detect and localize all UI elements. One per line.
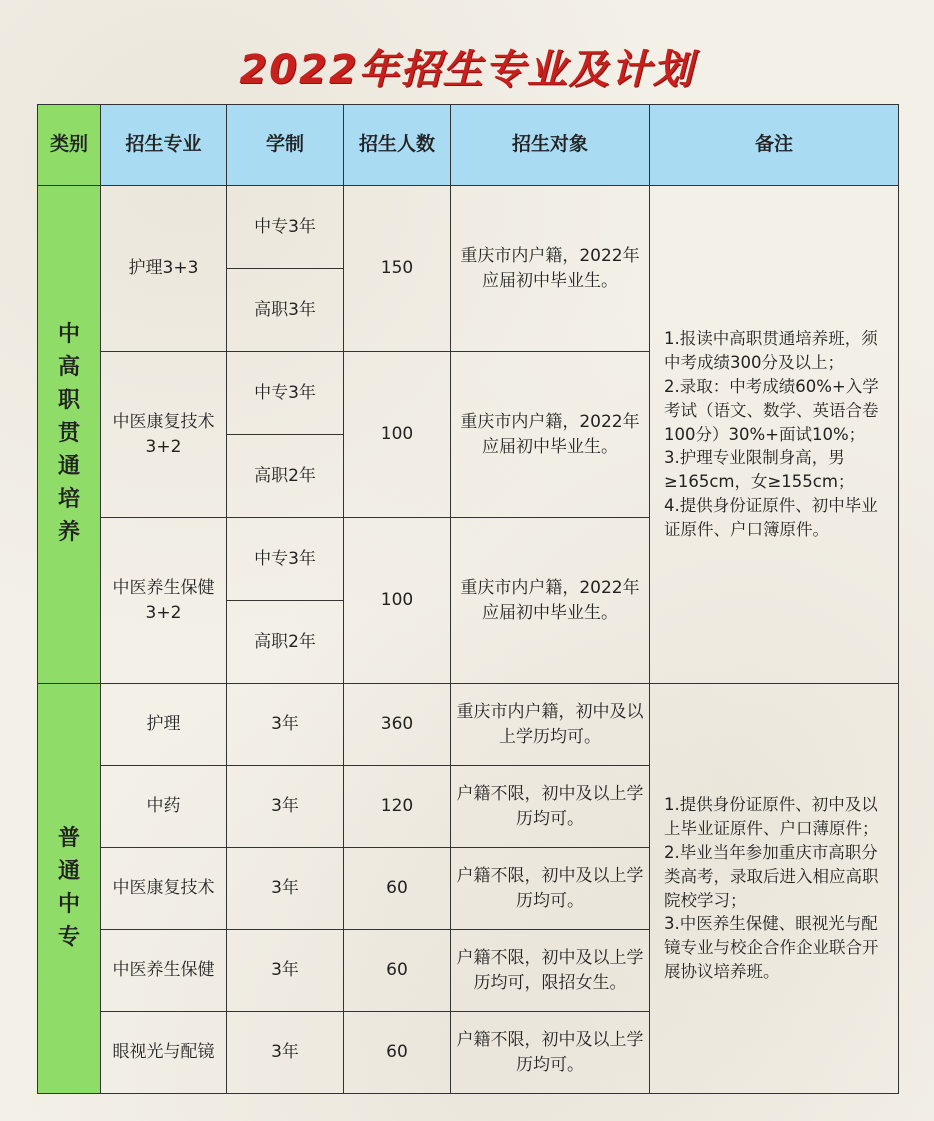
target-cell: 重庆市内户籍，2022年应届初中毕业生。 <box>451 186 650 352</box>
table-header-row <box>38 105 899 186</box>
duration-cell: 中专3年 <box>227 518 344 601</box>
header-notes: 备注 <box>650 105 899 186</box>
count-cell: 100 <box>344 352 451 518</box>
duration-cell: 3年 <box>227 766 344 848</box>
major-cell: 中医养生保健3+2 <box>101 518 227 684</box>
note-line: 2.录取：中考成绩60%+入学考试（语文、数学、英语合卷100分）30%+面试10%； <box>664 376 879 444</box>
notes-cell-regular <box>650 684 899 1094</box>
category-label: 普通中专 <box>57 825 80 950</box>
note-line: 4.提供身份证原件、初中毕业证原件、户口簿原件。 <box>664 496 878 540</box>
duration-cell: 中专3年 <box>227 352 344 435</box>
duration-cell: 高职2年 <box>227 601 344 684</box>
header-count: 招生人数 <box>344 105 451 186</box>
major-cell: 眼视光与配镜 <box>101 1012 227 1094</box>
enrollment-table <box>37 104 899 1094</box>
target-cell: 户籍不限，初中及以上学历均可。 <box>451 1012 650 1094</box>
note-line: 2.毕业当年参加重庆市高职分类高考，录取后进入相应高职院校学习； <box>664 842 879 910</box>
major-cell: 护理3+3 <box>101 186 227 352</box>
duration-cell: 3年 <box>227 848 344 930</box>
duration-cell: 高职3年 <box>227 269 344 352</box>
header-duration: 学制 <box>227 105 344 186</box>
count-cell: 120 <box>344 766 451 848</box>
major-cell: 中医养生保健 <box>101 930 227 1012</box>
duration-cell: 中专3年 <box>227 186 344 269</box>
count-cell: 60 <box>344 1012 451 1094</box>
count-cell: 150 <box>344 186 451 352</box>
header-target: 招生对象 <box>451 105 650 186</box>
duration-cell: 3年 <box>227 930 344 1012</box>
category-label: 中高职贯通培养 <box>57 322 80 546</box>
major-cell: 护理 <box>101 684 227 766</box>
count-cell: 60 <box>344 930 451 1012</box>
duration-cell: 高职2年 <box>227 435 344 518</box>
header-category: 类别 <box>38 105 101 186</box>
major-cell: 中医康复技术3+2 <box>101 352 227 518</box>
target-cell: 重庆市内户籍，2022年应届初中毕业生。 <box>451 518 650 684</box>
note-line: 1.提供身份证原件、初中及以上毕业证原件、户口薄原件； <box>664 794 879 838</box>
category-cell-integrated <box>38 186 101 684</box>
table-row <box>38 186 899 269</box>
table-row <box>38 684 899 766</box>
target-cell: 户籍不限，初中及以上学历均可。 <box>451 766 650 848</box>
count-cell: 60 <box>344 848 451 930</box>
duration-cell: 3年 <box>227 1012 344 1094</box>
notes-cell-integrated <box>650 186 899 684</box>
note-line: 1.报读中高职贯通培养班，须中考成绩300分及以上； <box>664 328 878 372</box>
major-cell: 中药 <box>101 766 227 848</box>
page-title: 2022年招生专业及计划 <box>239 47 695 93</box>
count-cell: 360 <box>344 684 451 766</box>
category-cell-regular <box>38 684 101 1094</box>
target-cell: 户籍不限，初中及以上学历均可。 <box>451 848 650 930</box>
note-line: 3.护理专业限制身高，男≥165cm，女≥155cm； <box>664 448 855 492</box>
major-cell: 中医康复技术 <box>101 848 227 930</box>
header-major: 招生专业 <box>101 105 227 186</box>
target-cell: 户籍不限，初中及以上学历均可，限招女生。 <box>451 930 650 1012</box>
note-line: 3.中医养生保健、眼视光与配镜专业与校企合作企业联合开展协议培养班。 <box>664 914 879 982</box>
duration-cell: 3年 <box>227 684 344 766</box>
target-cell: 重庆市内户籍，2022年应届初中毕业生。 <box>451 352 650 518</box>
target-cell: 重庆市内户籍，初中及以上学历均可。 <box>451 684 650 766</box>
count-cell: 100 <box>344 518 451 684</box>
